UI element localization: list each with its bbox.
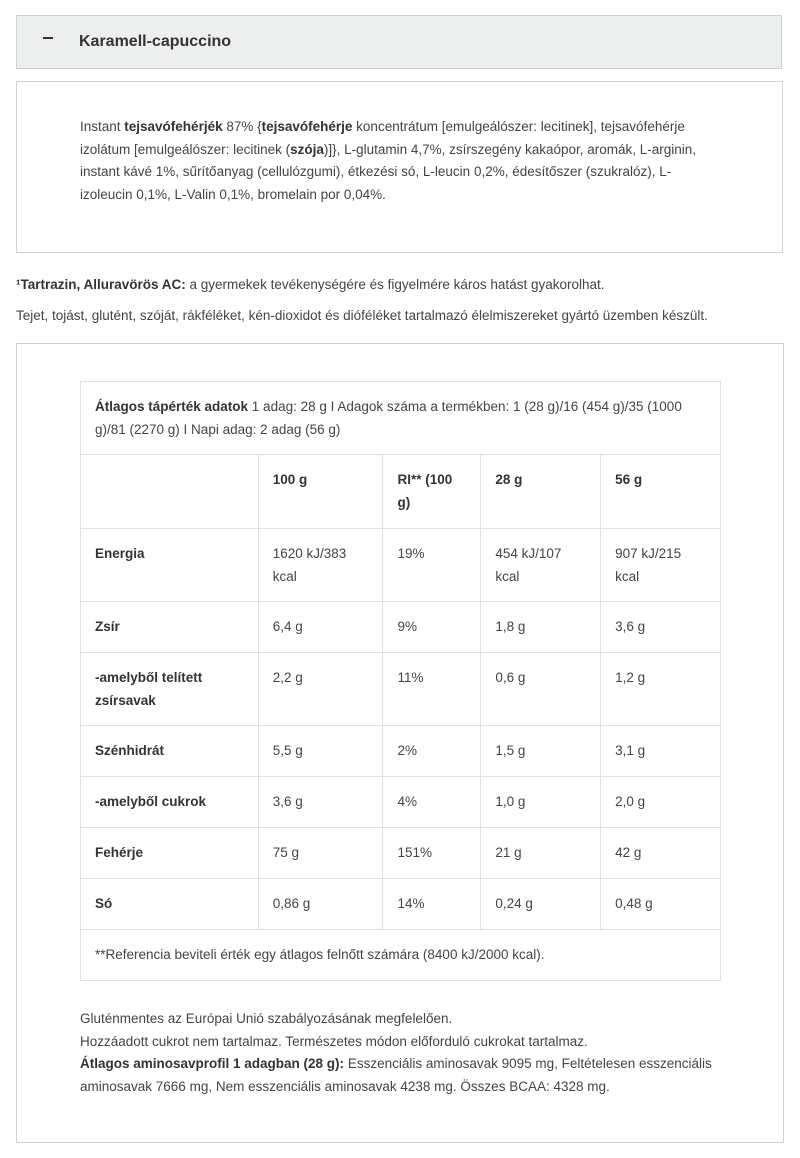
table-cell — [81, 455, 259, 529]
table-cell: 6,4 g — [258, 602, 383, 653]
col-header: 56 g — [615, 472, 643, 487]
table-cell: 21 g — [481, 828, 601, 879]
table-cell: Energia — [81, 529, 259, 602]
colorant-warning: ¹Tartrazin, Alluravörös AC: a gyermekek tevékenységére és figyelmére káros hatást gyakorolhat. — [16, 277, 605, 292]
col-header: 100 g — [272, 472, 308, 487]
table-row — [81, 602, 721, 653]
table-cell — [481, 455, 601, 529]
table-header-row — [81, 455, 721, 529]
minus-icon[interactable] — [43, 37, 53, 39]
table-cell: Szénhidrát — [81, 726, 259, 777]
table-row — [81, 828, 721, 879]
table-cell: 14% — [383, 879, 481, 930]
table-cell: 2% — [383, 726, 481, 777]
table-cell: 42 g — [601, 828, 721, 879]
table-cell: 2,2 g — [258, 653, 383, 726]
table-cell: Fehérje — [81, 828, 259, 879]
table-footnote: **Referencia beviteli érték egy átlagos felnőtt számára (8400 kJ/2000 kcal). — [81, 930, 721, 981]
table-cell: 0,86 g — [258, 879, 383, 930]
table-cell: -amelyből telített zsírsavak — [81, 653, 259, 726]
nutrition-panel — [16, 343, 784, 1143]
accordion-title: Karamell-capuccino — [79, 33, 232, 50]
table-cell: 151% — [383, 828, 481, 879]
table-row — [81, 726, 721, 777]
table-cell: 0,6 g — [481, 653, 601, 726]
ingredients-text: Instant tejsavófehérjék 87% {tejsavófehérje koncentrátum [emulgeálószer: lecitinek], tejsavófehérje izolátum [emulgeálószer: lecitinek (szója)]}, L-glutamin 4,7%, zsírszegény kakaópor, aromák, L-arginin, instant kávé 1%, sűrítőanyag (cellulózgumi), étkezési só, L-leucin 0,2%, édesítőszer (szukralóz), L-izoleucin 0,1%, L-Valin 0,1%, bromelain por 0,04%. — [80, 119, 697, 202]
table-cell — [258, 455, 383, 529]
ingredients-panel — [16, 81, 783, 253]
table-cell: 907 kJ/215 kcal — [601, 529, 721, 602]
table-cell: Só — [81, 879, 259, 930]
table-cell: 1,5 g — [481, 726, 601, 777]
table-cell: 19% — [383, 529, 481, 602]
table-cell: 11% — [383, 653, 481, 726]
table-cell: 0,48 g — [601, 879, 721, 930]
table-cell: 75 g — [258, 828, 383, 879]
table-cell: 9% — [383, 602, 481, 653]
table-cell: 3,6 g — [601, 602, 721, 653]
nutrition-caption: Átlagos tápérték adatok 1 adag: 28 g I Adagok száma a termékben: 1 (28 g)/16 (454 g)/35 (1000 g)/81 (2270 g) I Napi adag: 2 adag (56 g) — [81, 382, 721, 455]
sugar-note: Hozzáadott cukrot nem tartalmaz. Természetes módon előforduló cukrokat tartalmaz. — [80, 1033, 588, 1049]
allergen-note: Tejet, tojást, glutént, szóját, rákféléket, kén-dioxidot és dióféléket tartalmazó élelmiszereket gyártó üzemben készült. — [16, 308, 708, 323]
accordion-header[interactable] — [16, 15, 782, 69]
table-cell: 1620 kJ/383 kcal — [258, 529, 383, 602]
table-cell — [383, 455, 481, 529]
col-header: RI** (100 g) — [397, 472, 453, 510]
table-cell: Zsír — [81, 602, 259, 653]
table-cell: -amelyből cukrok — [81, 777, 259, 828]
col-header: 28 g — [495, 472, 523, 487]
table-row — [81, 777, 721, 828]
table-cell: 5,5 g — [258, 726, 383, 777]
table-cell: 1,0 g — [481, 777, 601, 828]
table-cell: 2,0 g — [601, 777, 721, 828]
table-cell: 1,8 g — [481, 602, 601, 653]
table-row — [81, 529, 721, 602]
gluten-free-note: Gluténmentes az Európai Unió szabályozásának megfelelően. — [80, 1011, 453, 1026]
table-cell: 1,2 g — [601, 653, 721, 726]
table-row — [81, 653, 721, 726]
table-cell: 454 kJ/107 kcal — [481, 529, 601, 602]
footer-notes — [80, 1008, 740, 1098]
table-cell: 0,24 g — [481, 879, 601, 930]
table-cell: 3,6 g — [258, 777, 383, 828]
table-cell — [601, 455, 721, 529]
nutrition-table — [80, 381, 721, 981]
table-cell: 3,1 g — [601, 726, 721, 777]
table-row — [81, 879, 721, 930]
amino-profile: Átlagos aminosavprofil 1 adagban (28 g): Esszenciális aminosavak 9095 mg, Feltételesen esszenciális aminosavak 7666 mg, Nem esszenciális aminosavak 4238 mg. Összes BCAA: 4328 mg. — [80, 1056, 712, 1094]
table-cell: 4% — [383, 777, 481, 828]
